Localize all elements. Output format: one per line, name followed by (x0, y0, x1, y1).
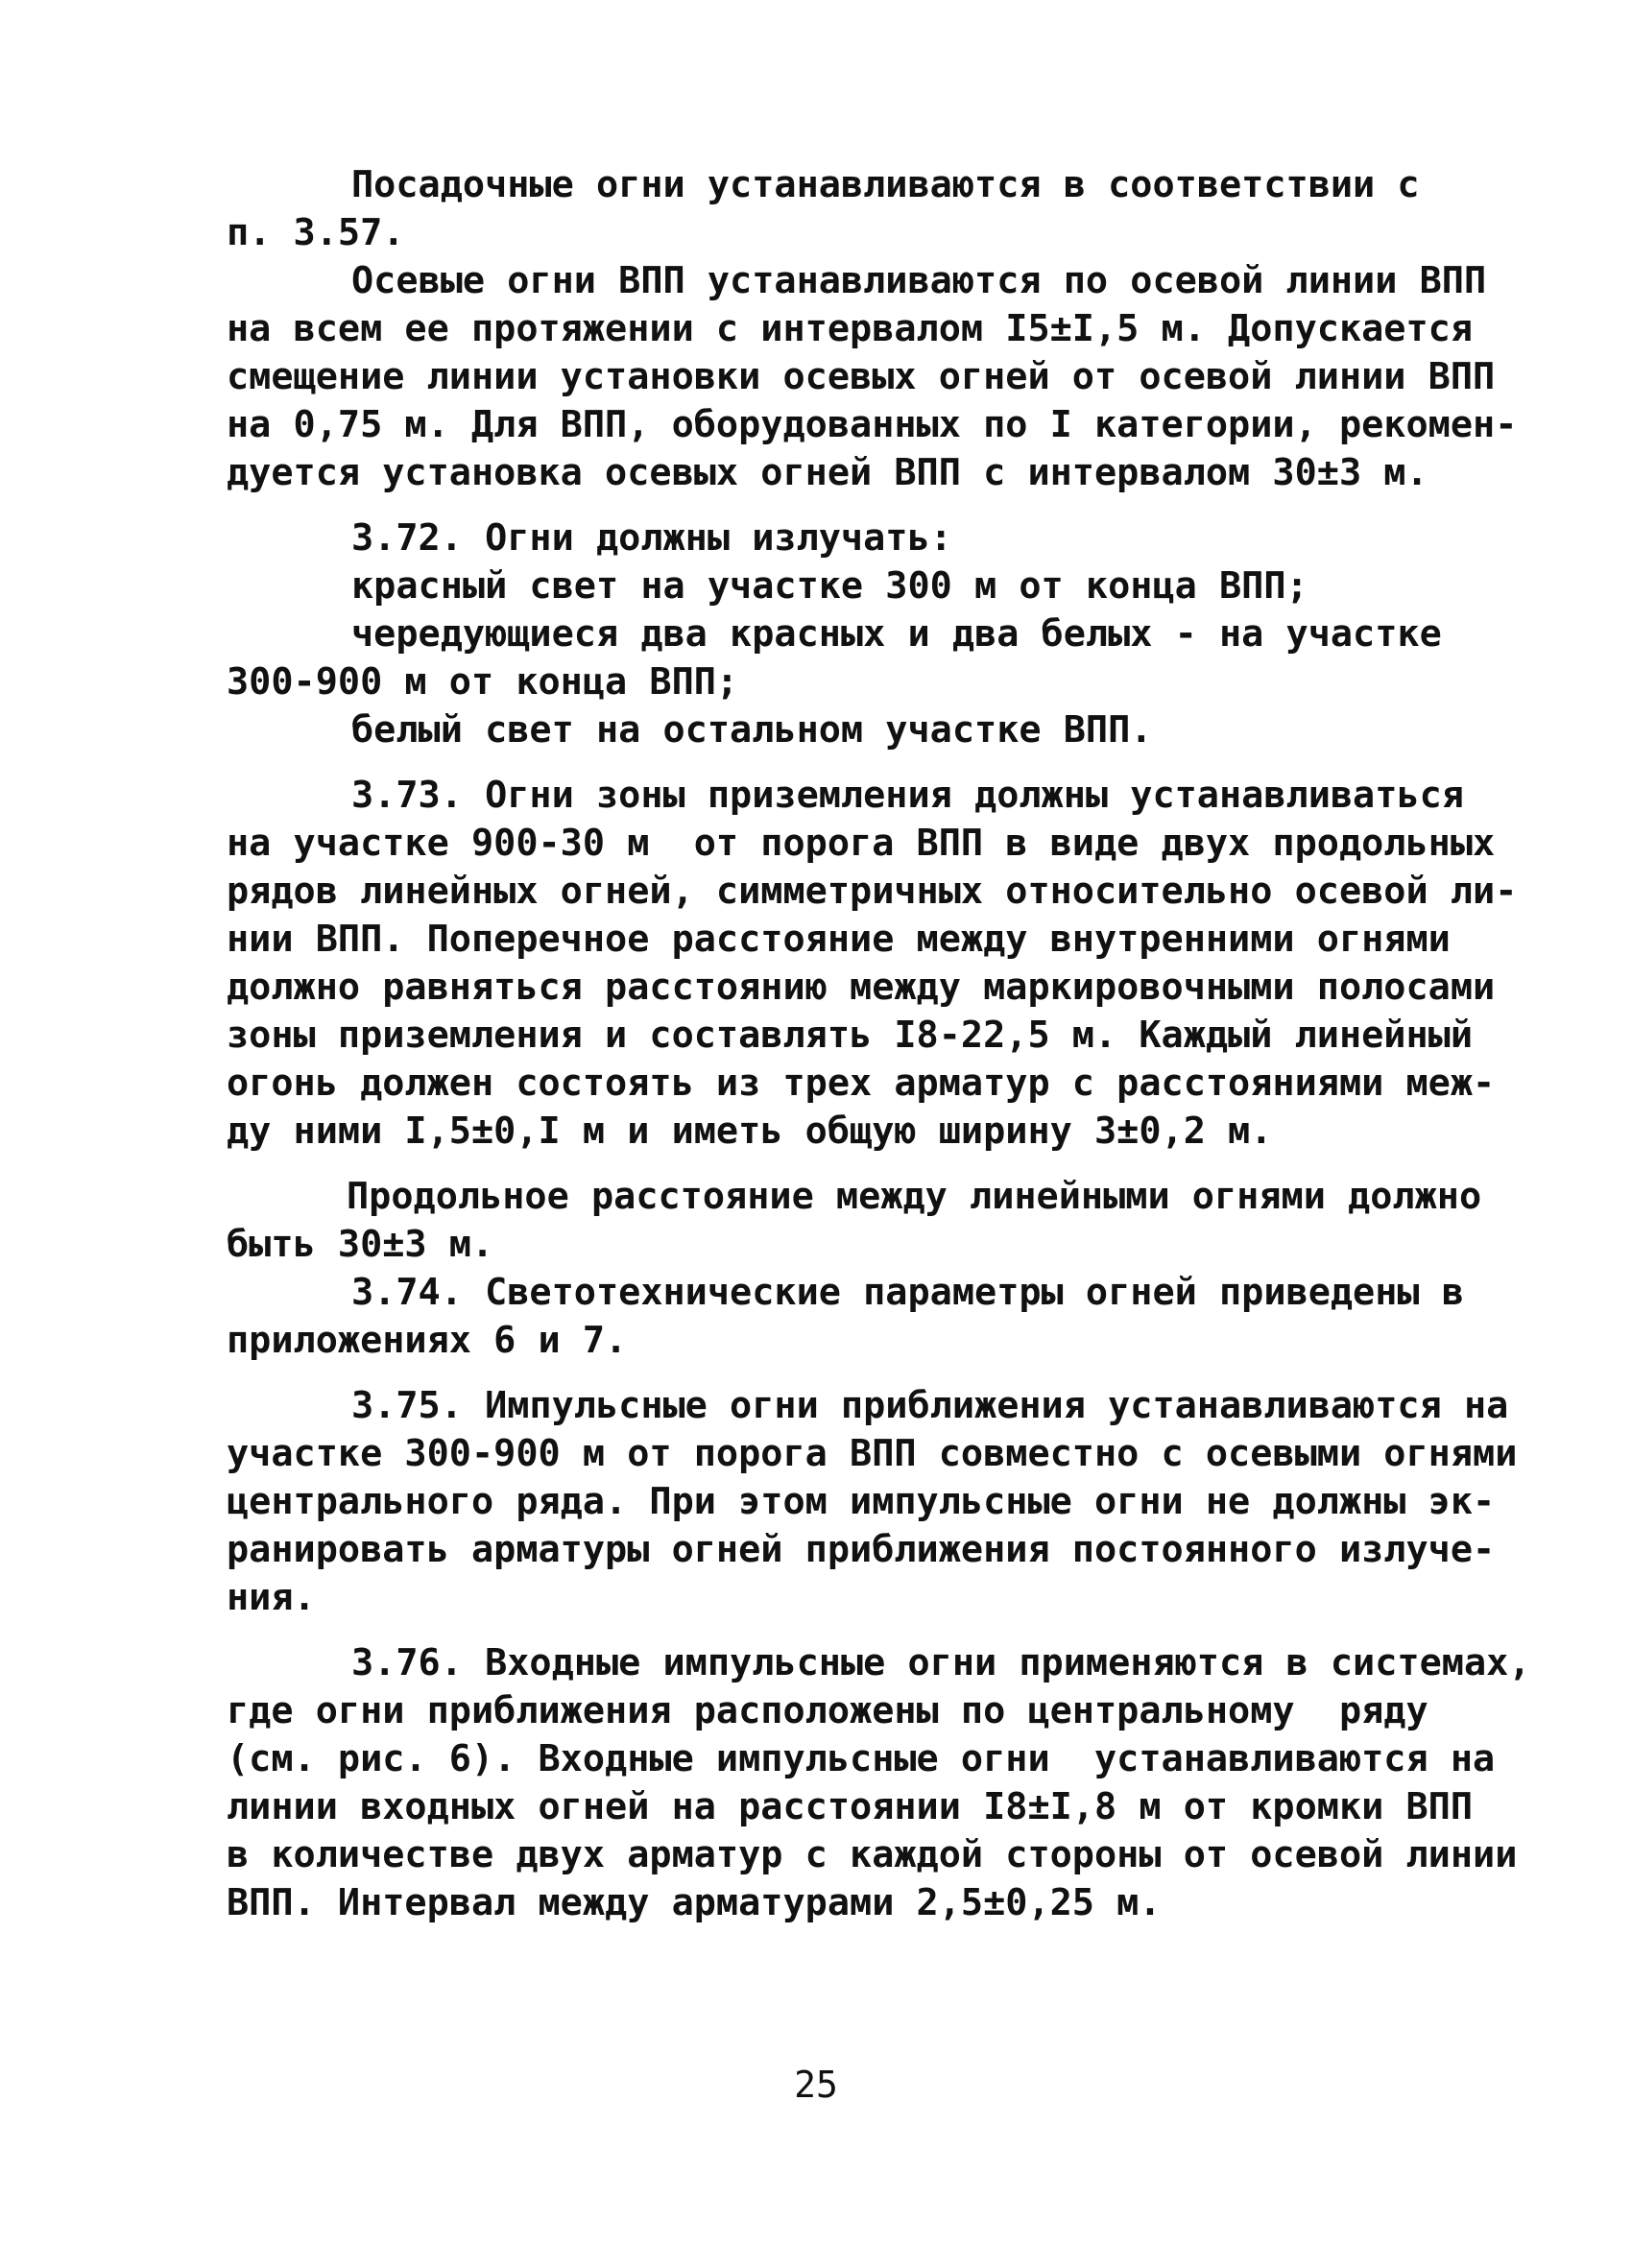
text-line: приложениях 6 и 7. (227, 1319, 628, 1362)
text-line: нии ВПП. Поперечное расстояние между внутренними огнями (227, 918, 1451, 961)
section-3-74-heading: 3.74. Светотехнические параметры огней приведены в (351, 1271, 1464, 1314)
text-line: в количестве двух арматур с каждой стороны от осевой линии (227, 1833, 1518, 1876)
text-line: должно равняться расстоянию между маркировочными полосами (227, 966, 1496, 1009)
paragraph-gap (227, 1365, 1427, 1382)
text-line: участке 300-900 м от порога ВПП совместно с осевыми огнями (227, 1432, 1518, 1475)
section-3-75-heading: 3.75. Импульсные огни приближения устанавливаются на (351, 1384, 1509, 1427)
text-line: 300-900 м от конца ВПП; (227, 660, 739, 704)
text-line: чередующиеся два красных и два белых - на участке (351, 612, 1442, 656)
text-line: (см. рис. 6). Входные импульсные огни устанавливаются на (227, 1737, 1496, 1780)
section-3-73-heading: 3.73. Огни зоны приземления должны устанавливаться (351, 774, 1464, 817)
text-line: огонь должен состоять из трех арматур с расстояниями меж- (227, 1062, 1496, 1105)
text-line: быть 30±3 м. (227, 1223, 494, 1266)
text-line: ду ними I,5±0,I м и иметь общую ширину 3±0,2 м. (227, 1110, 1273, 1153)
text-line: на участке 900-30 м от порога ВПП в виде двух продольных (227, 822, 1496, 865)
text-line: на 0,75 м. Для ВПП, оборудованных по I категории, рекомен- (227, 403, 1518, 446)
text-line: Посадочные огни устанавливаются в соответствии с (351, 163, 1420, 206)
text-line: ВПП. Интервал между арматурами 2,5±0,25 м. (227, 1881, 1162, 1924)
text-line: Осевые огни ВПП устанавливаются по осевой линии ВПП (351, 259, 1487, 302)
text-line: Продольное расстояние между линейными огнями должно (347, 1175, 1482, 1218)
text-line: линии входных огней на расстоянии I8±I,8 м от кромки ВПП (227, 1785, 1474, 1828)
text-line: ния. (227, 1576, 316, 1619)
paragraph-gap (227, 1622, 1427, 1639)
text-line: ранировать арматуры огней приближения постоянного излуче- (227, 1528, 1496, 1571)
text-line: на всем ее протяжении с интервалом I5±I,5 м. Допускается (227, 307, 1474, 350)
text-line: белый свет на остальном участке ВПП. (351, 708, 1153, 752)
text-line: красный свет на участке 300 м от конца ВПП; (351, 564, 1308, 608)
text-line: рядов линейных огней, симметричных относительно осевой ли- (227, 870, 1518, 913)
text-line: зоны приземления и составлять I8-22,5 м. Каждый линейный (227, 1014, 1474, 1057)
paragraph-gap (227, 1156, 1427, 1173)
paragraph-gap (227, 754, 1427, 772)
text-line: п. 3.57. (227, 211, 405, 254)
page-number: 25 (794, 2064, 838, 2106)
text-line: смещение линии установки осевых огней от осевой линии ВПП (227, 355, 1496, 398)
text-line: центрального ряда. При этом импульсные огни не должны эк- (227, 1480, 1496, 1523)
body-text (227, 161, 1531, 1927)
paragraph-gap (227, 497, 1427, 514)
section-3-76-heading: 3.76. Входные импульсные огни применяются в системах, (351, 1641, 1531, 1684)
text-line: дуется установка осевых огней ВПП с интервалом 30±3 м. (227, 451, 1428, 494)
section-3-72-heading: 3.72. Огни должны излучать: (351, 516, 952, 560)
text-line: где огни приближения расположены по центральному ряду (227, 1689, 1428, 1732)
